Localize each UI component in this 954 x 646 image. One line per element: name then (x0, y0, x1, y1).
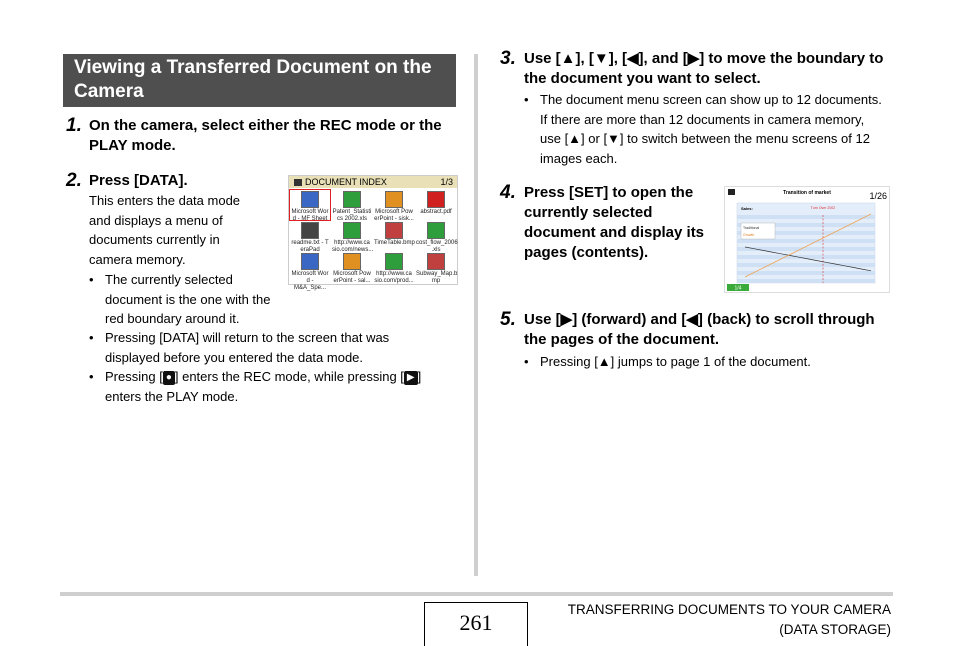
chart-grid-band (737, 247, 875, 251)
page-number: 261 (424, 602, 528, 646)
document-index-bar (289, 176, 457, 188)
web-icon (343, 222, 361, 239)
document-thumbnail-label: TimeTable.bmp (374, 240, 415, 246)
document-thumbnail-label: Microsoft Wor d - M&A_Spe... (291, 271, 329, 291)
web-icon (385, 253, 403, 270)
document-thumbnail-label: Microsoft Pow erPoint - sisk... (374, 209, 414, 222)
powerpoint-icon (385, 191, 403, 208)
document-thumbnail-label: Microsoft Wor d - MF Sheet (291, 209, 329, 222)
word-doc-icon (301, 191, 319, 208)
step-2-text: Press [DATA]. (89, 172, 188, 189)
text-file-icon (301, 222, 319, 239)
page-indicator: 1/4 (734, 285, 742, 292)
step-1-number: 1. (66, 115, 82, 136)
legend-traditional: Traditional (743, 226, 760, 230)
chart-grid-band (737, 279, 875, 283)
step-2-bullet-3: • Pressing [ ● ] enters the REC mode, while pressing [ ▶ ] enters the PLAY mode. (105, 367, 450, 406)
footer-line-2: (DATA STORAGE) (779, 621, 891, 637)
step-1-text: On the camera, select either the REC mode or the PLAY mode. (89, 117, 442, 154)
turnover-annotation: Turn Over 2002 (810, 206, 836, 210)
chart-grid-band (737, 215, 875, 219)
footer-chapter-title (568, 600, 891, 639)
step-4-number: 4. (500, 182, 516, 203)
chart-grid-band (737, 271, 875, 275)
document-thumbnail-label: cost_flow_2006 .xls (416, 240, 458, 253)
document-thumbnail-label: readme.txt - T eraPad (291, 240, 329, 253)
document-thumbnail[interactable] (332, 190, 372, 220)
step-2-bullet-2: • Pressing [DATA] will return to the screen that was displayed before you entered the data mode. (105, 328, 445, 367)
document-thumbnail[interactable] (332, 221, 372, 251)
document-thumbnail-label: Patent_Statisti cs 2002.xls (332, 209, 372, 222)
document-thumbnail-label: http://www.ca sio.com/news... (332, 240, 374, 253)
document-thumbnail-label: Subway_Map.b mp (416, 271, 458, 284)
document-page-screen (724, 186, 890, 293)
document-thumbnail[interactable] (416, 221, 456, 251)
document-thumbnail[interactable] (416, 190, 456, 220)
powerpoint-icon (343, 253, 361, 270)
document-thumbnail-label: Microsoft Pow erPoint - sal... (333, 271, 371, 284)
document-thumbnail[interactable] (332, 252, 372, 282)
step-3-text: Use [▲], [▼], [◀], and [▶] to move the boundary to the document you want to select. (524, 50, 884, 87)
pdf-icon (427, 191, 445, 208)
document-thumbnail[interactable] (290, 252, 330, 291)
folder-icon (728, 189, 735, 195)
document-thumbnail[interactable] (290, 221, 330, 251)
play-key-icon: ▶ (404, 371, 418, 385)
column-divider (474, 54, 478, 576)
excel-icon (343, 191, 361, 208)
document-thumbnail[interactable] (374, 252, 414, 282)
document-thumbnail[interactable] (290, 190, 330, 220)
step-4-text: Press [SET] to open the currently selected document and display its pages (contents). (524, 184, 705, 261)
footer-line-1: TRANSFERRING DOCUMENTS TO YOUR CAMERA (567, 602, 891, 617)
step-5-number: 5. (500, 309, 516, 330)
document-thumbnail[interactable] (374, 221, 414, 251)
folder-icon (294, 179, 302, 186)
excel-icon (427, 222, 445, 239)
word-doc-icon (301, 253, 319, 270)
step-3-bullet-1: • The document menu screen can show up to 12 documents. If there are more than 12 documents in camera memory, use [▲] or [▼] to switch between the menu screens of 12 images each. (540, 90, 885, 168)
chart-page-number: 1/26 (869, 191, 887, 201)
step-5-bullet-1: • Pressing [▲] jumps to page 1 of the document. (540, 352, 885, 372)
section-title: Viewing a Transferred Document on the Camera (63, 54, 456, 107)
footer-divider (60, 592, 893, 596)
chart-ylabel: Sales: (741, 206, 753, 211)
step-2-bullet-1: • The currently selected document is the one with the red boundary around it. (105, 270, 285, 329)
document-thumbnail-label: abstract.pdf (420, 209, 452, 215)
market-chart (725, 187, 889, 292)
legend-growth: Growth (743, 233, 755, 237)
document-index-page: 1/3 (440, 177, 453, 187)
step-3-number: 3. (500, 48, 516, 69)
camera-key-icon: ● (163, 371, 175, 385)
chart-grid-band (737, 239, 875, 243)
step-5-text: Use [▶] (forward) and [◀] (back) to scroll through the pages of the document. (524, 311, 875, 348)
document-thumbnail-label: http://www.ca sio.com/prod... (374, 271, 414, 284)
chart-title: Transition of market (783, 190, 831, 196)
step-2-number: 2. (66, 170, 82, 191)
document-index-title: DOCUMENT INDEX (305, 177, 387, 187)
chart-grid-band (737, 263, 875, 267)
step-2-body: This enters the data mode and displays a menu of documents currently in camera memory. (89, 193, 241, 267)
document-thumbnail[interactable] (374, 190, 414, 220)
document-index-screen (288, 175, 458, 291)
image-icon (427, 253, 445, 270)
document-thumbnail[interactable] (416, 252, 456, 282)
image-icon (385, 222, 403, 239)
